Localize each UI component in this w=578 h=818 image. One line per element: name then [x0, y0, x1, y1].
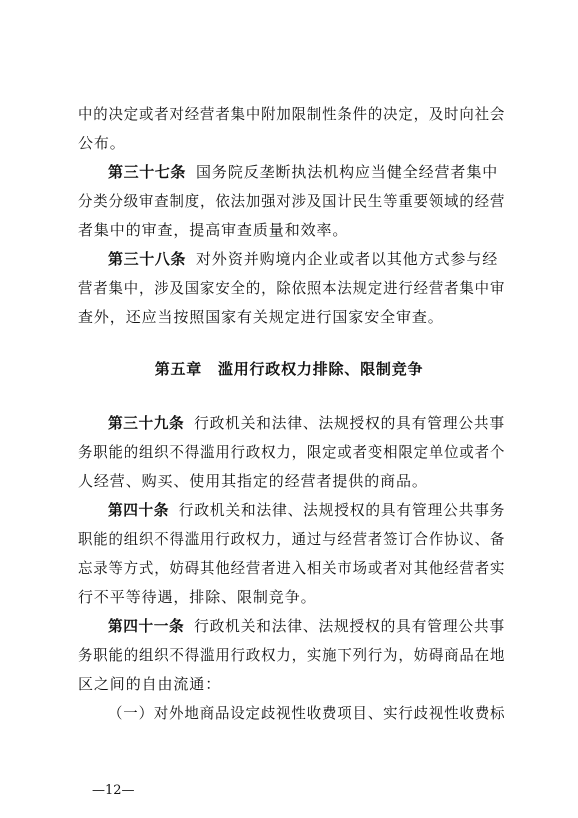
text-line: 行不平等待遇，排除、限制竞争。	[78, 588, 317, 606]
text-line: 务职能的组织不得滥用行政权力，限定或者变相限定单位或者个	[78, 443, 506, 461]
article-heading: 第三十八条	[108, 250, 187, 268]
chapter-heading: 第五章 滥用行政权力排除、限制竞争	[154, 360, 424, 378]
page-number: —12—	[92, 783, 135, 798]
text-line: 行政机关和法律、法规授权的具有管理公共事务	[178, 501, 506, 519]
article-37	[108, 162, 498, 182]
text-line: 区之间的自由流通：	[78, 675, 222, 693]
text-line: 职能的组织不得滥用行政权力，通过与经营者签订合作协议、备	[78, 530, 506, 548]
article-38	[108, 249, 498, 269]
text-line: 营者集中，涉及国家安全的，除依照本法规定进行经营者集中审	[78, 279, 506, 297]
article-39	[108, 413, 505, 433]
text-line: 行政机关和法律、法规授权的具有管理公共事	[194, 617, 506, 635]
article-heading: 第四十条	[108, 501, 170, 519]
text-line: 行政机关和法律、法规授权的具有管理公共事	[194, 414, 506, 432]
article-heading: 第四十一条	[108, 617, 185, 635]
article-41	[108, 616, 505, 636]
article-heading: 第三十九条	[108, 414, 185, 432]
text-line: 者集中的审查，提高审查质量和效率。	[78, 221, 349, 239]
article-heading: 第三十七条	[108, 163, 187, 181]
text-line: 人经营、购买、使用其指定的经营者提供的商品。	[78, 472, 428, 490]
text-line: 公布。	[78, 134, 126, 152]
text-line: 务职能的组织不得滥用行政权力，实施下列行为，妨碍商品在地	[78, 646, 506, 664]
text-line: 国务院反垄断执法机构应当健全经营者集中	[196, 163, 499, 181]
text-line: 分类分级审查制度，依法加强对涉及国计民生等重要领域的经营	[78, 192, 506, 210]
list-item: （一）对外地商品设定歧视性收费项目、实行歧视性收费标	[108, 704, 506, 722]
text-line: 对外资并购境内企业或者以其他方式参与经	[196, 250, 499, 268]
text-line: 中的决定或者对经营者集中附加限制性条件的决定，及时向社会	[78, 105, 506, 123]
text-line: 忘录等方式，妨碍其他经营者进入相关市场或者对其他经营者实	[78, 559, 506, 577]
text-line: 查外，还应当按照国家有关规定进行国家安全审查。	[78, 308, 444, 326]
article-40	[108, 500, 505, 520]
